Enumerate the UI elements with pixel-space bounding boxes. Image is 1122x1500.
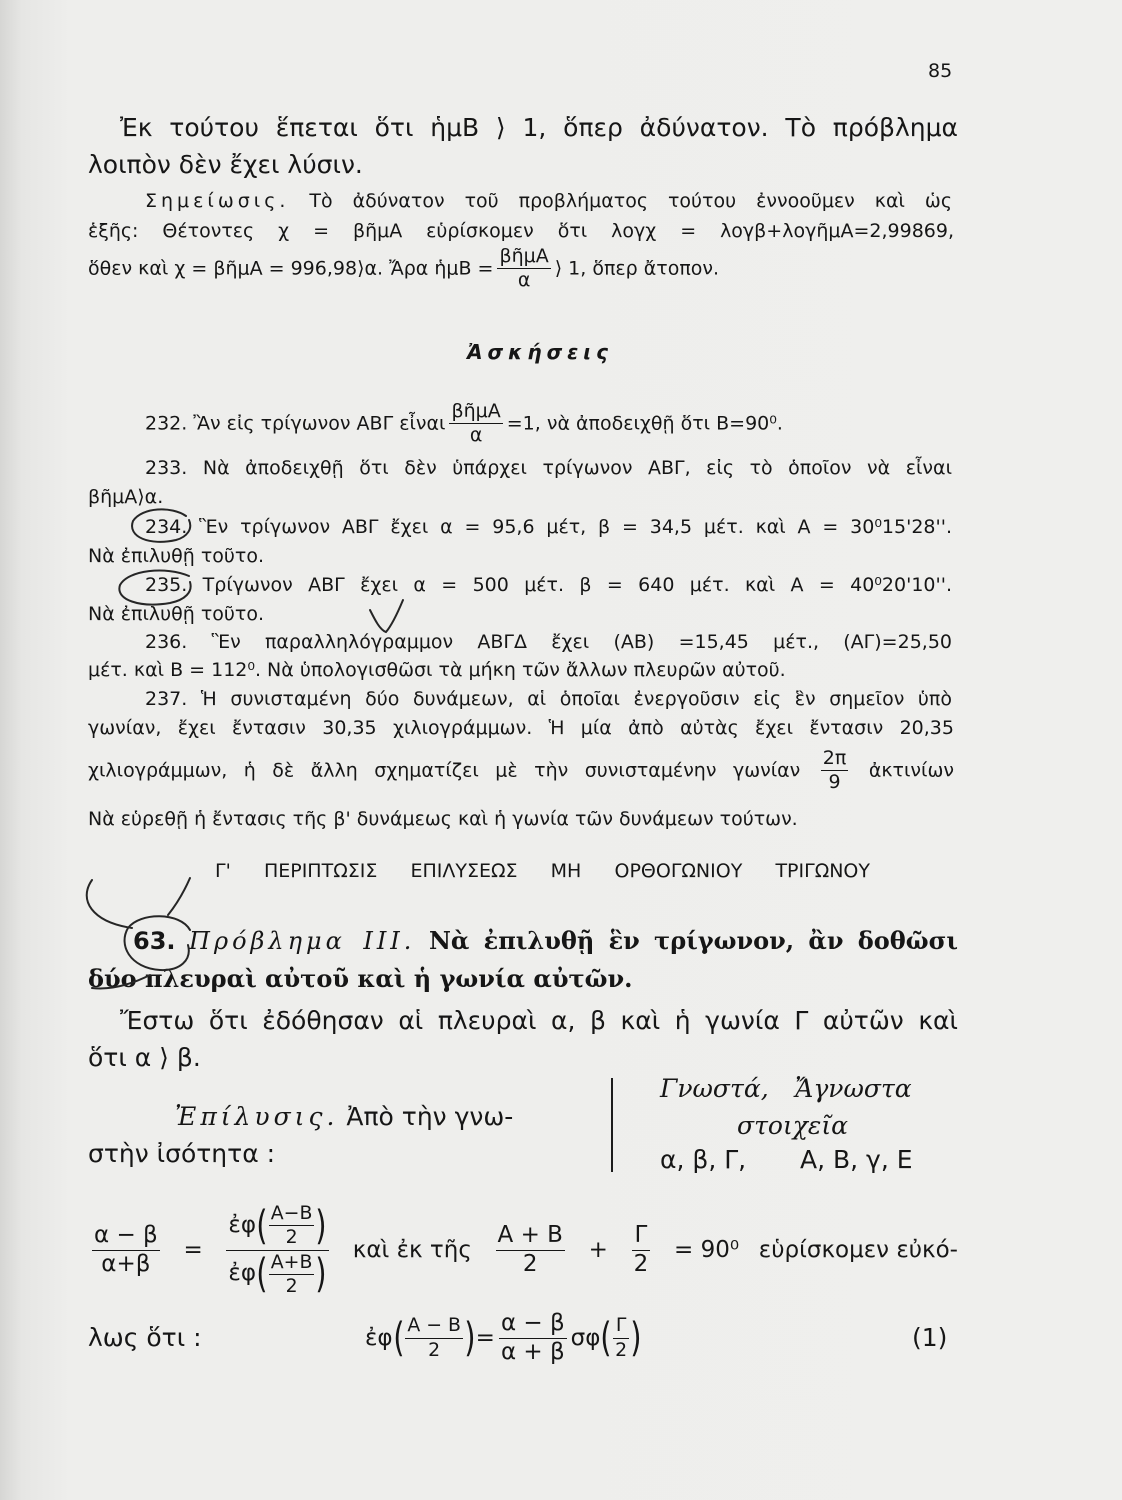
fraction-denominator: 2 <box>522 1250 538 1277</box>
exercise-text: χιλιογράμμων, ἡ δὲ ἄλλη σχηματίζει μὲ τὴν συνισταμένην γωνίαν <box>88 759 801 782</box>
section-heading: Γ' ΠΕΡΙΠΤΩΣΙΣ ΕΠΙΛΥΣΕΩΣ ΜΗ ΟΡΘΟΓΩΝΙΟΥ ΤΡΙΓΩΝΟΥ <box>215 860 870 882</box>
fraction-denominator: 2 <box>428 1338 441 1361</box>
note-label: Σημείωσις. <box>145 190 290 212</box>
note-text-3a: ὅθεν καὶ χ = βῆμΑ = 996,98⟩α. Ἄρα ἡμΒ = <box>88 257 494 280</box>
exercise-234-line-2: Νὰ ἐπιλυθῇ τοῦτο. <box>88 545 265 567</box>
fraction-half-difference <box>269 1203 315 1248</box>
table-divider <box>611 1078 613 1172</box>
fraction-numerator: 2π <box>822 747 847 769</box>
given-line-1: Ἔστω ὅτι ἐδόθησαν αἱ πλευραὶ α, β καὶ ἡ γωνία Γ αὐτῶν καὶ <box>120 1006 958 1035</box>
formula-equals-ninety: = 90⁰ <box>673 1237 740 1263</box>
tangent-function: ἐφ <box>228 1260 257 1287</box>
exercise-number: 234. <box>145 516 188 538</box>
exercise-text: Ἡ συνισταμένη δύο δυνάμεων, αἱ ὁποῖαι ἐνεργοῦσιν εἰς ἓν σημεῖον ὑπὸ <box>200 688 952 710</box>
exercise-number: 233. <box>145 457 188 479</box>
exercise-233-line-2: βῆμΑ⟩α. <box>88 486 164 508</box>
fraction-denominator: 2 <box>615 1338 628 1361</box>
note-line-3 <box>88 246 719 292</box>
solution-text: Ἀπὸ τὴν γνω- <box>346 1102 514 1131</box>
fraction-denominator: 2 <box>633 1250 649 1277</box>
problem-63-line-2: δύο πλευραὶ αὐτοῦ καὶ ἡ γωνία αὐτῶν. <box>88 964 633 993</box>
fraction-denominator <box>226 1252 329 1297</box>
exercise-237-line-2: γωνίαν, ἔχει ἔντασιν 30,35 χιλιογράμμων. Ἡ μία ἀπὸ αὐτὰς ἔχει ἔντασιν 20,35 <box>88 717 954 739</box>
exercise-text: Ἓν παραλληλόγραμμον ΑΒΓΔ ἔχει (ΑΒ) =15,45 μέτ., (ΑΓ)=25,50 <box>211 631 952 653</box>
problem-63-line-1 <box>133 927 958 956</box>
exercises-heading: Ἀσκήσεις <box>467 340 613 364</box>
exercise-234-line-1 <box>145 516 952 539</box>
half-difference-formula <box>365 1300 642 1376</box>
intro-line-2: λοιπὸν δὲν ἔχει λύσιν. <box>88 150 363 179</box>
formula-text-end: εὑρίσκομεν εὐκό- <box>758 1237 958 1263</box>
left-paren: ( <box>256 1202 268 1249</box>
problem-number: 63. <box>133 927 176 955</box>
fraction-denominator: α+β <box>101 1250 151 1277</box>
left-paren: ( <box>600 1314 612 1361</box>
right-paren: ) <box>315 1202 327 1249</box>
fraction-bsinA-over-a <box>449 401 502 447</box>
exercise-237-line-3 <box>88 748 954 794</box>
fraction-2pi-over-9 <box>821 748 849 794</box>
equals-sign: = <box>475 1325 495 1351</box>
problem-statement: Νὰ ἐπιλυθῇ ἓν τρίγωνον, ἂν δοθῶσι <box>428 926 958 955</box>
exercise-236-line-2: μέτ. καὶ Β = 112⁰. Νὰ ὑπολογισθῶσι τὰ μήκη τῶν ἄλλων πλευρῶν αὐτοῦ. <box>88 659 786 681</box>
handwritten-check-mark <box>370 600 403 632</box>
fraction-numerator: Γ <box>615 1314 627 1337</box>
fraction-denominator: α <box>469 424 483 447</box>
fraction-bsinA-over-a <box>497 246 550 292</box>
unknown-elements: Α, Β, γ, Ε <box>800 1145 913 1174</box>
exercise-text-end: =1, νὰ ἀποδειχθῇ ὅτι Β=90⁰. <box>506 412 783 435</box>
exercise-text-end: ἀκτινίων <box>868 759 954 782</box>
cotangent-function: σφ <box>570 1325 601 1351</box>
note-text-1: Τὸ ἀδύνατον τοῦ προβλήματος τούτου ἐννοοῦμεν καὶ ὡς <box>309 190 952 212</box>
fraction-numerator: Α−Β <box>270 1202 313 1225</box>
fraction-sides <box>92 1223 160 1278</box>
right-paren: ) <box>315 1250 327 1297</box>
handwritten-curl-mark <box>87 880 132 928</box>
exercise-236-line-1 <box>145 631 952 654</box>
unknown-header: Ἄγνωστα <box>795 1074 912 1103</box>
exercise-text: Νὰ ἀποδειχθῇ ὅτι δὲν ὑπάρχει τρίγωνον ΑΒΓ, εἰς τὸ ὁποῖον νὰ εἶναι <box>202 457 952 479</box>
fraction-numerator: α − β <box>500 1309 565 1336</box>
fraction-half-angle-sum <box>496 1223 565 1278</box>
fraction-half-difference <box>405 1315 463 1360</box>
known-header: Γνωστά, <box>660 1074 769 1103</box>
right-paren: ) <box>464 1314 476 1361</box>
exercise-number: 236. <box>145 631 188 653</box>
solution-line-1 <box>175 1102 513 1132</box>
exercise-number: 235. <box>145 574 188 596</box>
exercise-235-line-1 <box>145 574 952 597</box>
solution-label: Ἐπίλυσις. <box>175 1102 339 1131</box>
known-elements: α, β, Γ, <box>660 1145 747 1174</box>
fraction-half-gamma <box>632 1223 651 1278</box>
problem-label: Πρόβλημα III. <box>189 927 416 955</box>
fraction-denominator: 2 <box>285 1274 298 1297</box>
formula-lead: λως ὅτι : <box>88 1323 202 1352</box>
formula-text: καὶ ἐκ τῆς <box>352 1237 472 1263</box>
left-paren: ( <box>256 1250 268 1297</box>
page-number: 85 <box>928 60 953 82</box>
exercise-232 <box>145 401 783 447</box>
note-text-3b: ⟩ 1, ὅπερ ἄτοπον. <box>554 257 720 280</box>
note-line-2: ἑξῆς: Θέτοντες χ = βῆμΑ εὑρίσκομεν ὅτι λογχ = λογβ+λογῆμΑ=2,99869, <box>88 220 954 242</box>
fraction-tangents <box>226 1203 329 1296</box>
elements-subheader: στοιχεῖα <box>737 1111 848 1140</box>
exercise-number: 237. <box>145 688 188 710</box>
intro-line-1: Ἐκ τούτου ἕπεται ὅτι ἡμΒ ⟩ 1, ὅπερ ἀδύνατον. Τὸ πρόβλημα <box>120 113 958 142</box>
exercise-text: Τρίγωνον ΑΒΓ ἔχει α = 500 μέτ. β = 640 μέτ. καὶ Α = 40⁰20'10''. <box>202 574 952 596</box>
exercise-text: Ἂν εἰς τρίγωνον ΑΒΓ εἶναι <box>193 412 446 435</box>
fraction-numerator: Α+Β <box>270 1250 313 1273</box>
fraction-numerator: Α − Β <box>407 1314 461 1337</box>
solution-line-2: στὴν ἰσότητα : <box>88 1139 276 1168</box>
equals-sign: = <box>183 1237 203 1263</box>
fraction-denominator: α <box>517 269 531 292</box>
fraction-numerator: βῆμΑ <box>451 400 501 422</box>
exercise-237-line-1 <box>145 688 952 711</box>
exercise-text: Ἓν τρίγωνον ΑΒΓ ἔχει α = 95,6 μέτ, β = 34,5 μέτ. καὶ Α = 30⁰15'28''. <box>199 516 952 538</box>
note-line-1 <box>145 190 952 213</box>
fraction-half-sum <box>269 1252 315 1297</box>
exercise-237-line-4: Νὰ εὑρεθῇ ἡ ἔντασις τῆς β' δυνάμεως καὶ ἡ γωνία τῶν δυνάμεων τούτων. <box>88 808 798 830</box>
equation-number: (1) <box>912 1323 948 1352</box>
fraction-denominator: 2 <box>285 1226 298 1249</box>
exercise-233-line-1 <box>145 457 952 480</box>
tangent-function: ἐφ <box>228 1212 257 1239</box>
exercise-number: 232. <box>145 412 188 435</box>
tangent-function: ἐφ <box>365 1325 393 1351</box>
exercise-235-line-2: Νὰ ἐπιλυθῇ τοῦτο. <box>88 603 265 625</box>
given-line-2: ὅτι α ⟩ β. <box>88 1043 201 1072</box>
fraction-denominator: α + β <box>500 1338 565 1365</box>
fraction-numerator: α − β <box>94 1221 158 1248</box>
handwritten-stroke-mark <box>168 878 190 915</box>
fraction-sides <box>499 1311 567 1366</box>
right-paren: ) <box>630 1314 642 1361</box>
fraction-denominator: 9 <box>828 771 841 794</box>
plus-sign: + <box>588 1237 608 1263</box>
fraction-half-gamma <box>613 1315 629 1360</box>
left-paren: ( <box>392 1314 405 1361</box>
fraction-numerator: Α + Β <box>497 1221 563 1248</box>
fraction-numerator <box>226 1203 329 1248</box>
fraction-numerator: βῆμΑ <box>499 245 549 267</box>
tangent-law-formula <box>88 1192 958 1308</box>
fraction-numerator: Γ <box>634 1221 648 1248</box>
